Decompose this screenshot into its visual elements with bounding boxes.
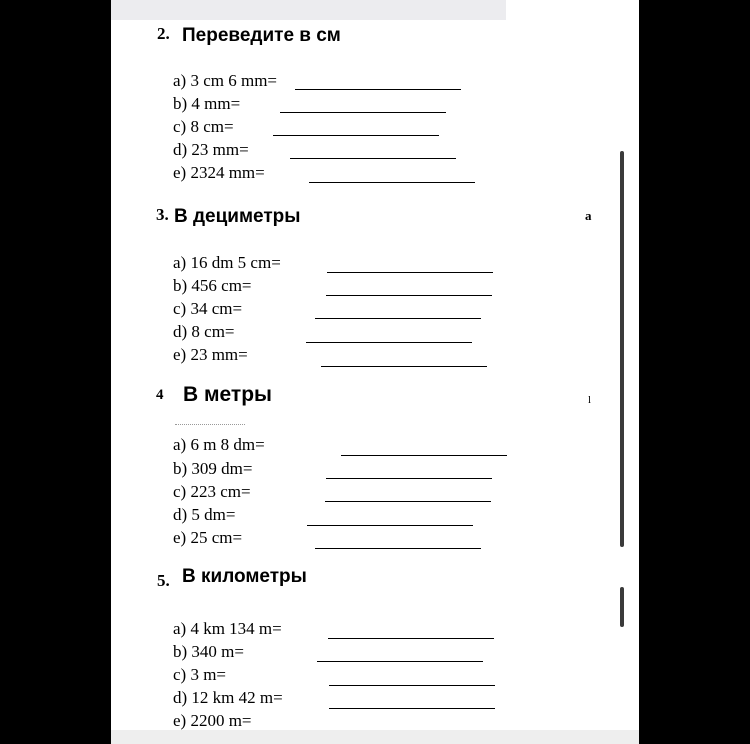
exercise-item: e) 2200 m= (173, 711, 252, 730)
section-title: В километры (182, 566, 307, 587)
exercise-item: d) 12 km 42 m= (173, 688, 283, 707)
scrollbar-thumb-secondary[interactable] (620, 587, 624, 627)
answer-line[interactable] (326, 478, 492, 479)
answer-line[interactable] (328, 638, 494, 639)
answer-line[interactable] (307, 525, 473, 526)
exercise-item: e) 2324 mm= (173, 163, 265, 182)
answer-line[interactable] (329, 685, 495, 686)
answer-line[interactable] (315, 548, 481, 549)
exercise-item: а) 3 cm 6 mm= (173, 71, 278, 90)
section-number: 5. (157, 571, 170, 590)
answer-line[interactable] (329, 708, 495, 709)
exercise-item: d) 23 mm= (173, 140, 249, 159)
exercise-item: e) 23 mm= (173, 345, 248, 364)
section-title: В метры (183, 383, 272, 406)
exercise-item: b) 340 m= (173, 642, 244, 661)
answer-line[interactable] (321, 366, 487, 367)
bottom-edge (111, 730, 639, 744)
exercise-item: c) 3 m= (173, 665, 227, 684)
answer-line[interactable] (325, 501, 491, 502)
section-title: Переведите в см (182, 25, 341, 46)
answer-line[interactable] (315, 318, 481, 319)
document-page (111, 0, 639, 744)
exercise-item: c) 8 cm= (173, 117, 234, 136)
answer-line[interactable] (306, 342, 472, 343)
answer-line[interactable] (317, 661, 483, 662)
answer-line[interactable] (327, 272, 493, 273)
faint-dotted-mark (175, 424, 245, 427)
section-number: 2. (157, 24, 170, 43)
scrollbar-thumb[interactable] (620, 151, 624, 547)
top-strip (111, 0, 506, 20)
exercise-item: d) 5 dm= (173, 505, 236, 524)
exercise-item: а) 6 m 8 dm= (173, 435, 265, 454)
exercise-item: c) 34 cm= (173, 299, 243, 318)
answer-line[interactable] (273, 135, 439, 136)
section-number: 4 (156, 387, 164, 403)
answer-line[interactable] (295, 89, 461, 90)
section-number: 3. (156, 205, 169, 224)
exercise-item: c) 223 cm= (173, 482, 251, 501)
answer-line[interactable] (341, 455, 507, 456)
answer-line[interactable] (280, 112, 446, 113)
exercise-item: а) 16 dm 5 cm= (173, 253, 281, 272)
exercise-item: d) 8 cm= (173, 322, 235, 341)
exercise-item: b) 456 cm= (173, 276, 252, 295)
exercise-item: b) 4 mm= (173, 94, 241, 113)
exercise-item: e) 25 cm= (173, 528, 243, 547)
answer-line[interactable] (326, 295, 492, 296)
stray-mark: l (588, 394, 592, 406)
answer-line[interactable] (290, 158, 456, 159)
answer-line[interactable] (309, 182, 475, 183)
exercise-item: а) 4 km 134 m= (173, 619, 282, 638)
exercise-item: b) 309 dm= (173, 459, 253, 478)
section-title: В дециметры (174, 206, 301, 227)
stray-mark: a (585, 208, 592, 223)
